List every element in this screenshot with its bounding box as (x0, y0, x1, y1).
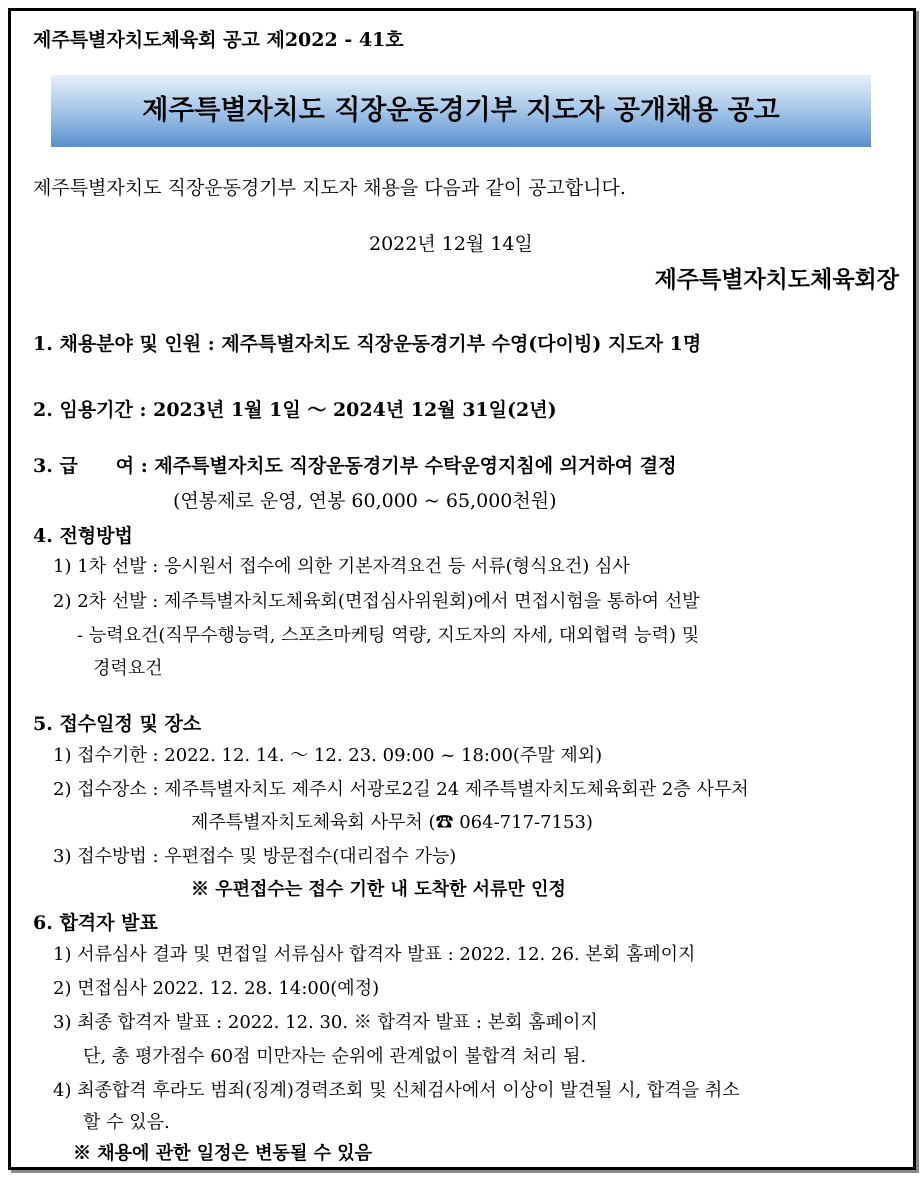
notice-number: 제주특별자치도체육회 공고 제2022 - 41호 (33, 29, 404, 51)
section-5-item-3: 3) 접수방법 : 우편접수 및 방문접수(대리접수 가능) (53, 846, 457, 867)
page-title: 제주특별자치도 직장운동경기부 지도자 공개채용 공고 (142, 95, 780, 126)
section-6-item-2: 2) 면접심사 2022. 12. 28. 14:00(예정) (53, 978, 380, 999)
section-6-item-4: 4) 최종합격 후라도 범죄(징계)경력조회 및 신체검사에서 이상이 발견될 시, 합격을 취소 (53, 1080, 740, 1101)
section-5: 5. 접수일정 및 장소 (33, 713, 202, 735)
section-4-item-2-detail-cont: 경력요건 (93, 658, 163, 679)
notice-document (8, 8, 916, 1170)
section-4-item-2: 2) 2차 선발 : 제주특별자치도체육회(면접심사위원회)에서 면접시험을 통하여 선발 (53, 591, 700, 612)
section-6-item-3-detail: 단, 총 평가점수 60점 미만자는 순위에 관계없이 불합격 처리 됨. (83, 1046, 587, 1067)
section-6-item-4-detail: 할 수 있음. (83, 1112, 170, 1133)
section-1: 1. 채용분야 및 인원 : 제주특별자치도 직장운동경기부 수영(다이빙) 지도자 1명 (33, 333, 702, 355)
section-6-item-1: 1) 서류심사 결과 및 면접일 서류심사 합격자 발표 : 2022. 12. 26. 본회 홈페이지 (53, 944, 696, 965)
schedule-change-note: ※ 채용에 관한 일정은 변동될 수 있음 (73, 1143, 373, 1164)
section-6-item-3: 3) 최종 합격자 발표 : 2022. 12. 30. ※ 합격자 발표 : 본회 홈페이지 (53, 1012, 598, 1033)
section-4: 4. 전형방법 (33, 525, 133, 547)
issuer-name: 제주특별자치도체육회장 (654, 266, 899, 293)
section-6: 6. 합격자 발표 (33, 912, 158, 934)
notice-date: 2022년 12월 14일 (369, 233, 533, 255)
section-4-item-2-detail: - 능력요건(직무수행능력, 스포츠마케팅 역량, 지도자의 자세, 대외협력 능력) 및 (77, 625, 700, 646)
section-4-item-1: 1) 1차 선발 : 응시원서 접수에 의한 기본자격요건 등 서류(형식요건) 심사 (53, 556, 630, 577)
section-3: 3. 급 여 : 제주특별자치도 직장운동경기부 수탁운영지침에 의거하여 결정 (33, 455, 677, 477)
section-5-item-2-detail: 제주특별자치도체육회 사무처 (☎ 064-717-7153) (191, 812, 593, 833)
intro-text: 제주특별자치도 직장운동경기부 지도자 채용을 다음과 같이 공고합니다. (33, 177, 626, 199)
section-2: 2. 임용기간 : 2023년 1월 1일 ～ 2024년 12월 31일(2년) (33, 399, 557, 421)
title-banner (51, 75, 871, 147)
section-5-item-2: 2) 접수장소 : 제주특별자치도 제주시 서광로2길 24 제주특별자치도체육회관 2층 사무처 (53, 779, 749, 800)
section-3-detail: (연봉제로 운영, 연봉 60,000 ~ 65,000천원) (173, 490, 557, 512)
section-5-note: ※ 우편접수는 접수 기한 내 도착한 서류만 인정 (191, 879, 566, 900)
section-5-item-1: 1) 접수기한 : 2022. 12. 14. ～ 12. 23. 09:00 ~ 18:00(주말 제외) (53, 745, 603, 766)
